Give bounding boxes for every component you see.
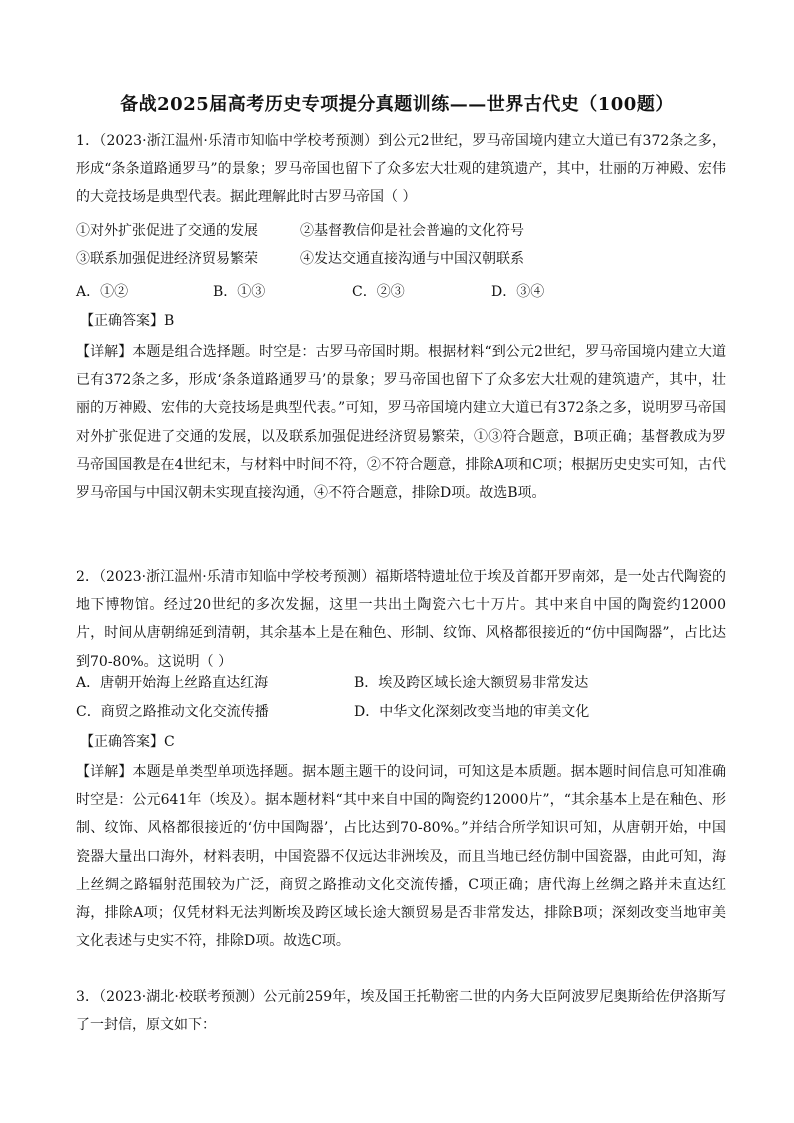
q1-option-b: B．①③ [213, 284, 266, 300]
q2-option-b: B．埃及跨区域长途大额贸易非常发达 [354, 675, 589, 691]
page-title: 备战2025届高考历史专项提分真题训练——世界古代史（100题） [120, 94, 674, 115]
q1-option-a: A．①② [76, 284, 129, 300]
q2-answer: 【正确答案】C [80, 734, 175, 750]
question-1-stem: 1．（2023·浙江温州·乐清市知临中学校考预测）到公元2世纪，罗马帝国境内建立大道已有372条之多，形成“条条道路通罗马”的景象；罗马帝国也留下了众多宏大壮观的建筑遗产，其中，壮丽的万神殿、宏伟的大竞技场是典型代表。据此理解此时古罗马帝国（ ） [76, 133, 726, 206]
question-3-stem: 3．（2023·湖北·校联考预测）公元前259年，埃及国王托勒密二世的内务大臣阿波罗尼奥斯给佐伊洛斯写了一封信，原文如下： [76, 989, 726, 1034]
q1-option-d: D．③④ [491, 284, 545, 300]
q1-option-c: C．②③ [352, 284, 405, 300]
q1-detail: 【详解】本题是组合选择题。时空是：古罗马帝国时期。根据材料“到公元2世纪，罗马帝国境内建立大道已有372条之多，形成‘条条道路通罗马’的景象；罗马帝国也留下了众多宏大壮观的建筑遗产，其中，壮丽的万神殿、宏伟的大竞技场是典型代表。”可知，罗马帝国境内建立大道已有372条之多，说明罗马帝国对外扩张促进了交通的发展，以及联系加强促进经济贸易繁荣，①③符合题意，B项正确；基督教成为罗马帝国国教是在4世纪末，与材料中时间不符，②不符合题意，排除A项和C项；根据历史史实可知，古代罗马帝国与中国汉朝未实现直接沟通，④不符合题意，排除D项。故选B项。 [76, 344, 726, 502]
q1-item-3: ③联系加强促进经济贸易繁荣 [76, 251, 258, 267]
q1-item-1: ①对外扩张促进了交通的发展 [76, 223, 258, 239]
q2-option-a: A．唐朝开始海上丝路直达红海 [76, 675, 269, 691]
q2-option-d: D．中华文化深刻改变当地的审美文化 [354, 704, 590, 720]
question-2-stem: 2．（2023·浙江温州·乐清市知临中学校考预测）福斯塔特遗址位于埃及首都开罗南郊，是一处古代陶瓷的地下博物馆。经过20世纪的多次发掘，这里一共出土陶瓷六七十万片。其中来自中国的陶瓷约12000片，时间从唐朝绵延到清朝，其余基本上是在釉色、形制、纹饰、风格都很接近的“仿中国陶器”，占比达到70-80%。这说明（ ） [76, 569, 726, 670]
q2-detail: 【详解】本题是单类型单项选择题。据本题主题干的设问词，可知这是本质题。据本题时间信息可知准确时空是：公元641年（埃及）。据本题材料“其中来自中国的陶瓷约12000片”，“其余基本上是在釉色、形制、纹饰、风格都很接近的‘仿中国陶器’，占比达到70-80%。”并结合所学知识可知，从唐朝开始，中国瓷器大量出口海外，材料表明，中国瓷器不仅远达非洲埃及，而且当地已经仿制中国瓷器，由此可知，海上丝绸之路辐射范围较为广泛，商贸之路推动文化交流传播，C项正确；唐代海上丝绸之路并未直达红海，排除A项；仅凭材料无法判断埃及跨区域长途大额贸易是否非常发达，排除B项；深刻改变当地审美文化表述与史实不符，排除D项。故选C项。 [76, 764, 726, 950]
q1-item-4: ④发达交通直接沟通与中国汉朝联系 [300, 251, 524, 267]
q2-option-c: C．商贸之路推动文化交流传播 [76, 704, 269, 720]
q1-answer: 【正确答案】B [80, 313, 175, 329]
q1-item-2: ②基督教信仰是社会普遍的文化符号 [300, 223, 524, 239]
